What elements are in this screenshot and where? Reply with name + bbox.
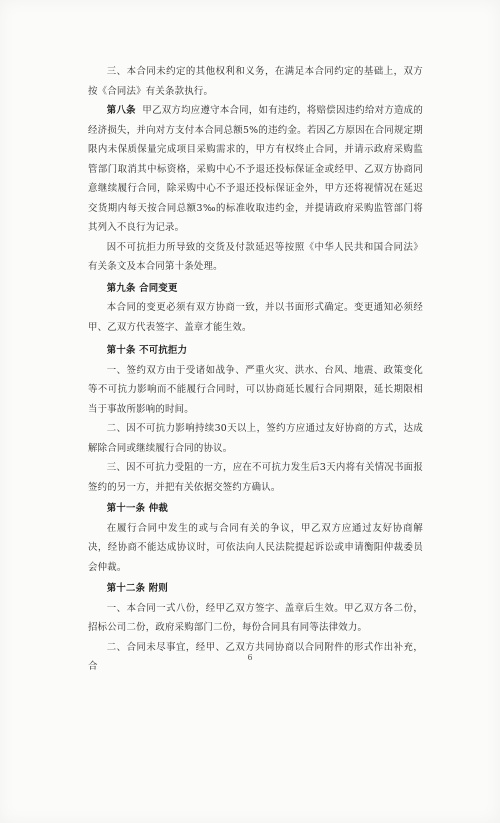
article-8-heading: 第八条	[106, 105, 136, 116]
article-8-breach	[88, 101, 423, 238]
clause-3-other-rights: 三、本合同未约定的其他权利和义务，在满足本合同约定的基础上，双方按《合同法》有关条款执行。	[88, 66, 423, 97]
article-12-item-1: 一、本合同一式八份，经甲乙双方签字、盖章后生效。甲乙双方各二份，招标公司二份，政府采购部门二份，每份合同具有同等法律效力。	[88, 602, 423, 633]
article-9-text: 本合同的变更必须有双方协商一致，并以书面形式确定。变更通知必须经甲、乙双方代表签字、盖章才能生效。	[88, 302, 423, 333]
document-body	[88, 62, 423, 677]
article-11-text: 在履行合同中发生的或与合同有关的争议，甲乙双方应通过友好协商解决，经协商不能达成协议时，可依法向人民法院提起诉讼或申请衡阳仲裁委员会仲裁。	[88, 522, 423, 573]
article-9-heading: 第九条 合同变更	[106, 282, 178, 294]
article-10-item-2: 二、因不可抗力影响持续30天以上，签约方应通过友好协商的方式，达成解除合同或继续履行合同的协议。	[88, 423, 423, 454]
article-12-heading: 第十二条 附则	[106, 583, 169, 594]
article-11-heading: 第十一条 仲裁	[106, 503, 169, 514]
force-majeure-delay-note: 因不可抗拒力所导致的交货及付款延迟等按照《中华人民共和国合同法》有关条文及本合同第十条处理。	[88, 241, 423, 272]
article-8-text: 甲乙双方均应遵守本合同，如有违约，将赔偿因违约给对方造成的经济损失，并向对方支付本合同总额5%的违约金。若因乙方原因在合同规定期限内未保质保量完成项目采购需求的，甲方有权终止合同，并请示政府采购监管部门取消其中标资格，采购中心不予退还投标保证金或经甲、乙双方协商同意继续履行合同，除采购中心不予退还投标保证金外，甲方还将视情况在延迟交货期内每天按合同总额3‰的标准收取违约金，并提请政府采购监管部门将其列入不良行为记录。	[88, 105, 423, 233]
article-12-item-2: 二、合同未尽事宜，经甲、乙双方共同协商以合同附件的形式作出补充，合	[88, 641, 423, 672]
article-10-item-3: 三、因不可抗力受阻的一方，应在不可抗力发生后3天内将有关情况书面报签约的另一方，并把有关依据交签约方确认。	[88, 462, 423, 493]
article-10-heading: 第十条 不可抗拒力	[106, 345, 188, 356]
page-number: 6	[247, 653, 253, 662]
article-10-item-1: 一、签约双方由于受诸如战争、严重火灾、洪水、台风、地震、政策变化等不可抗力影响而不能履行合同时，可以协商延长履行合同期限，延长期限相当于事故所影响的时间。	[88, 364, 423, 415]
